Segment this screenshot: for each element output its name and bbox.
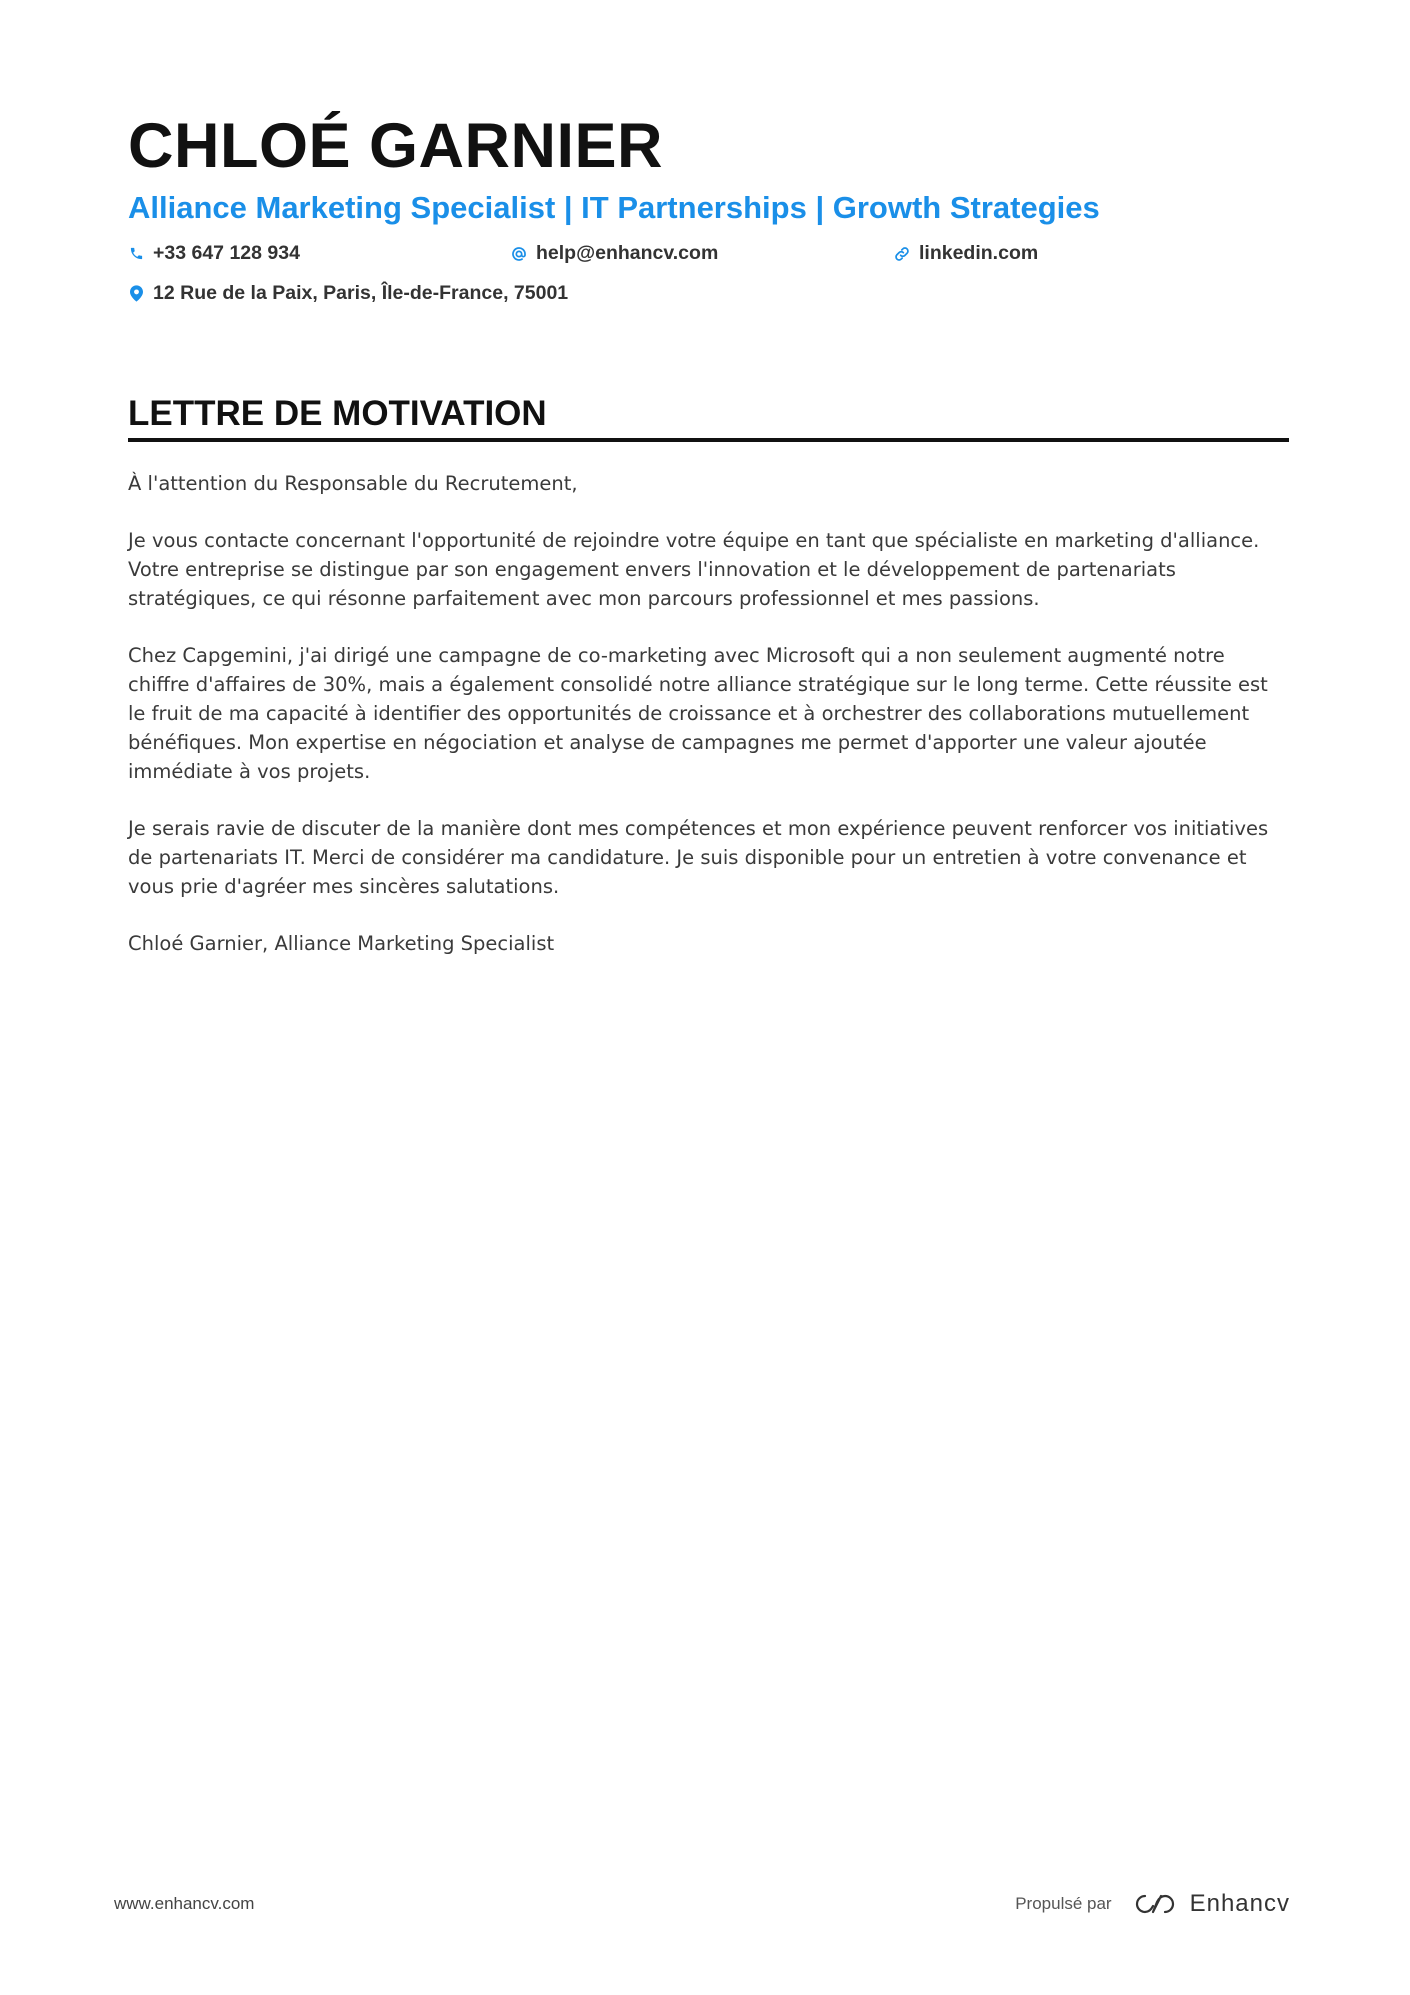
contact-phone-text: +33 647 128 934 [153, 242, 300, 264]
contact-email-text: help@enhancv.com [536, 242, 719, 264]
powered-by-label: Propulsé par [1015, 1894, 1112, 1913]
section-divider [128, 438, 1289, 442]
letter-paragraph: Chez Capgemini, j'ai dirigé une campagne de co-marketing avec Microsoft qui a non seulement augmenté notre chiffre d'affaires de 30%, mais a également consolidé notre alliance stratégique sur le long terme. Cette réussite est le fruit de ma capacité à identifier des opportunités de croissance et à orchestrer des collaborations mutuellement bénéfiques. Mon expertise en négociation et analyse de campagnes me permet d'apporter une valeur ajoutée immédiate à vos projets. [128, 644, 1268, 783]
section-title: LETTRE DE MOTIVATION [128, 394, 547, 433]
footer-branding[interactable] [1015, 1890, 1290, 1918]
letter-salutation: À l'attention du Responsable du Recrutement, [128, 472, 578, 495]
enhancv-logo-icon [1132, 1891, 1178, 1917]
contact-location-text: 12 Rue de la Paix, Paris, Île-de-France, 75001 [153, 282, 569, 304]
brand-name: Enhancv [1189, 1890, 1290, 1917]
at-icon [511, 245, 527, 263]
letter-body [128, 469, 1289, 986]
phone-icon [128, 245, 144, 263]
candidate-headline: Alliance Marketing Specialist | IT Partnerships | Growth Strategies [128, 190, 1100, 225]
link-icon [894, 245, 910, 263]
contact-linkedin-text: linkedin.com [919, 242, 1039, 264]
footer-url[interactable]: www.enhancv.com [114, 1894, 255, 1913]
contact-email[interactable] [511, 242, 718, 265]
contact-linkedin[interactable] [894, 242, 1038, 265]
contact-phone[interactable] [128, 242, 300, 265]
contact-location [128, 282, 568, 305]
letter-paragraph: Je serais ravie de discuter de la manière dont mes compétences et mon expérience peuvent renforcer vos initiatives de partenariats IT. Merci de considérer ma candidature. Je suis disponible pour un entretien à votre convenance et vous prie d'agréer mes sincères salutations. [128, 817, 1269, 898]
letter-paragraph: Je vous contacte concernant l'opportunité de rejoindre votre équipe en tant que spécialiste en marketing d'alliance. Votre entreprise se distingue par son engagement envers l'innovation et le développement de partenariats stratégiques, ce qui résonne parfaitement avec mon parcours professionnel et mes passions. [128, 529, 1260, 610]
letter-signature: Chloé Garnier, Alliance Marketing Specialist [128, 932, 555, 955]
candidate-name: CHLOÉ GARNIER [128, 111, 664, 181]
location-pin-icon [128, 285, 144, 303]
